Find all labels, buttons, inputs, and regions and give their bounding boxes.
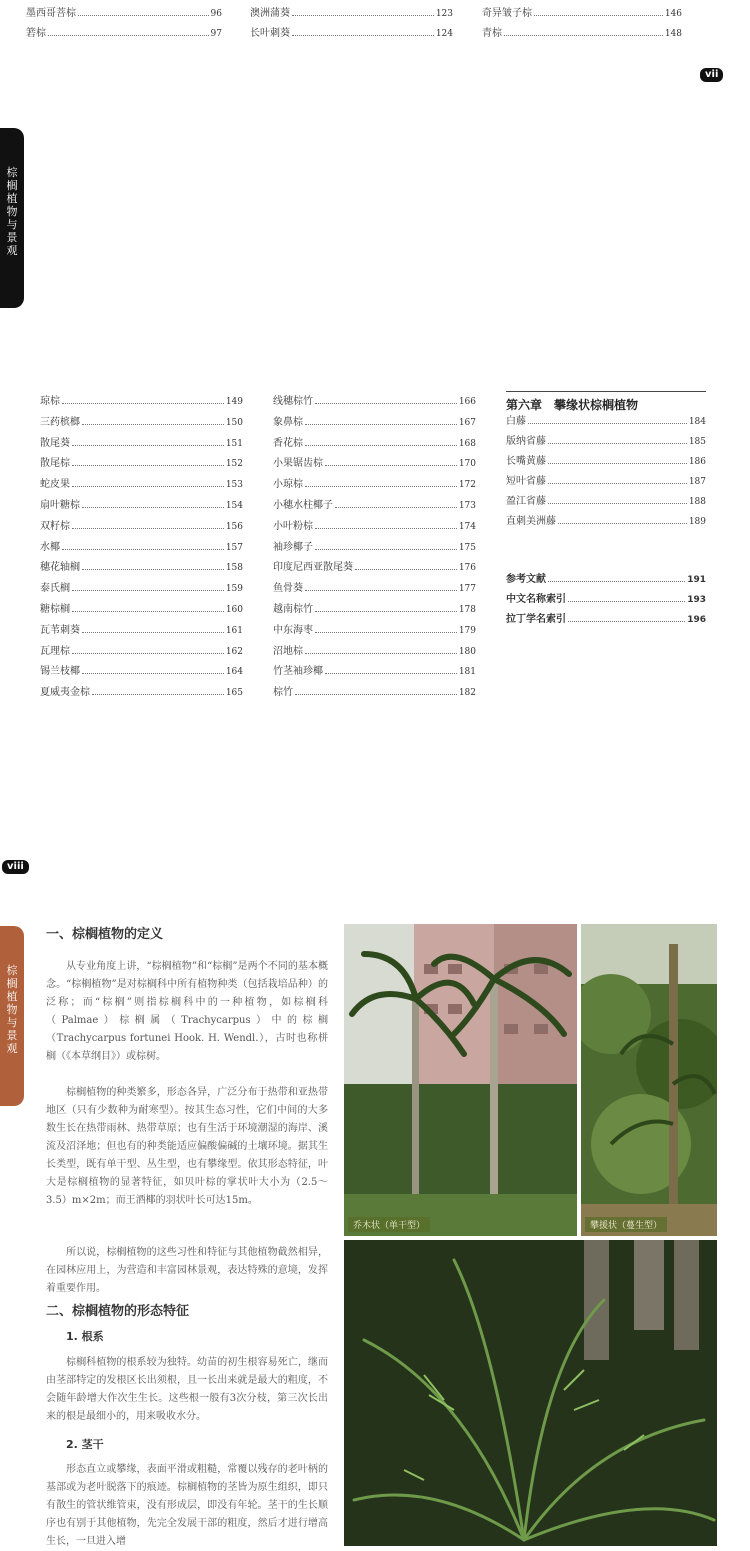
toc-entry-name: 竹茎袖珍椰 [273,666,323,678]
toc-entry-page: 152 [225,459,243,470]
toc-entry[interactable] [40,687,243,701]
toc-entry-name: 棕竹 [273,687,293,699]
photo-caption: 乔木状（单干型） [348,1217,430,1232]
dot-leader [315,402,457,404]
toc-entry[interactable] [40,666,243,680]
dot-leader [335,506,457,508]
toc-entry-name: 拉丁学名索引 [506,614,566,625]
toc-entry-page: 174 [458,521,476,532]
toc-entry[interactable] [40,521,243,535]
dot-leader [315,548,457,550]
toc-entry-name: 版纳省藤 [506,436,546,447]
toc-entry-name: 中东海枣 [273,624,313,636]
toc-entry-name: 长叶刺葵 [250,28,290,39]
toc-entry[interactable] [250,8,453,22]
dot-leader [92,693,224,695]
section-heading-2: 二、棕榈植物的形态特征 [46,1304,190,1319]
dot-leader [72,464,224,466]
toc-entry-page: 124 [435,29,453,39]
dot-leader [534,14,663,16]
toc-entry[interactable] [273,396,476,410]
climbing-palm-illustration [581,924,717,1236]
dot-leader [72,485,224,487]
paragraph-diversity: 棕榈植物的种类繁多，形态各异，广泛分布于热带和亚热带地区（只有少数种为耐寒型）。按其生态习性，它们中间的大多数生长在热带雨林、热带草原；也有生活于环境潮湿的海岸、溪流及沼泽地；但也有的种类能适应偏酸偏碱的土壤环境。据其生长类型，既有单干型、丛生型，也有攀缘型。依其形态特征，叶大是棕榈植物的显著特征，如贝叶棕的掌状叶大小为（2.5～3.5）m×2m；而王酒椰的羽状叶长可达15m。 [46,1087,328,1206]
side-tab-char: 物 [6,205,18,218]
toc-entry[interactable] [273,646,476,660]
toc-entry-page: 179 [458,625,476,636]
toc-entry-name: 香花棕 [273,437,303,449]
toc-entry[interactable] [40,646,243,660]
toc-entry-page: 185 [688,437,706,447]
dot-leader [48,34,209,36]
photo-royal-palm [344,924,577,1236]
toc-entry-page: 158 [225,563,243,574]
dot-leader [305,589,457,591]
toc-entry[interactable] [506,456,706,470]
toc-entry-page: 189 [688,517,706,527]
toc-entry-name: 糖棕榈 [40,604,70,615]
toc-entry-page: 182 [458,688,476,699]
chapter-rule [506,391,706,392]
dot-leader [548,442,687,444]
toc-entry-name: 散尾棕 [40,458,70,470]
toc-entry-page: 180 [458,646,476,657]
dot-leader [82,568,224,570]
toc-entry-name: 小果锯齿棕 [273,458,323,470]
toc-entry-name: 水椰 [40,541,60,553]
dot-leader [305,444,457,446]
toc-entry-name: 线穗棕竹 [273,396,313,407]
side-tab-char: 观 [6,244,18,257]
toc-entry-name: 小穗水柱椰子 [273,500,333,511]
dot-leader [78,14,209,16]
toc-entry[interactable] [273,625,476,639]
toc-entry-page: 96 [210,9,222,19]
toc-entry-page: 160 [225,605,243,615]
toc-entry-name: 直刺美洲藤 [506,516,556,527]
royal-palm-illustration [344,924,577,1236]
toc-entry[interactable] [273,562,476,576]
toc-entry-page: 150 [225,417,243,428]
toc-entry-name: 参考文献 [506,574,546,585]
dot-leader [548,462,687,464]
toc-entry-page: 166 [458,397,476,407]
toc-entry-name: 袖珍椰子 [273,541,313,553]
subheading-roots: 1. 根系 [66,1330,104,1343]
dot-leader [315,631,457,633]
paragraph-trunk: 形态直立或攀缘，表面平滑或粗糙，常覆以残存的老叶柄的基部或为老叶脱落下的痕迹。棕榈植物的茎皆为原生组织，即只有散生的管状维管束，没有形成层，即没有年轮。茎干的生长顺序也有别于其他植物，先完全发展干部的粗度，然后才进行增高生长，一旦进入增 [46,1464,328,1547]
toc-entry-name: 象鼻棕 [273,416,303,428]
dot-leader [548,502,687,504]
section-side-tab [0,926,24,1106]
toc-entry-name: 鱼骨葵 [273,583,303,595]
side-tab-char: 景 [6,231,18,244]
toc-entry-name: 蛇皮果 [40,479,70,491]
toc-entry[interactable] [273,583,476,597]
toc-entry-page: 146 [664,9,682,19]
toc-entry-name: 长嘴黄藤 [506,456,546,467]
toc-entry-page: 157 [225,542,243,553]
toc-entry-name: 扇叶糖棕 [40,500,80,511]
toc-entry[interactable] [273,542,476,556]
toc-entry[interactable] [506,574,706,588]
toc-entry[interactable] [40,396,243,410]
toc-entry-name: 盈江省藤 [506,496,546,507]
dot-leader [315,610,457,612]
dot-leader [72,652,224,654]
toc-entry-page: 97 [210,29,222,39]
toc-entry[interactable] [40,458,243,472]
toc-entry-page: 178 [458,605,476,615]
photo-climbing-palm [581,924,717,1236]
subheading-trunk: 2. 茎干 [66,1438,104,1451]
dot-leader [82,423,224,425]
toc-entry-page: 156 [225,521,243,532]
toc-entry-page: 153 [225,480,243,491]
toc-entry-name: 青棕 [482,28,502,39]
dot-leader [305,423,457,425]
toc-entry[interactable] [40,479,243,493]
toc-entry-name: 夏威夷金棕 [40,687,90,699]
dot-leader [325,672,457,674]
photo-fishtail-palm [344,1240,717,1546]
toc-entry[interactable] [482,8,682,22]
toc-entry-name: 瓦理棕 [40,645,70,657]
side-tab-char: 棕 [6,964,18,977]
toc-entry[interactable] [273,417,476,431]
dot-leader [62,402,224,404]
toc-entry-name: 奇异皱子棕 [482,8,532,19]
toc-entry-name: 双籽棕 [40,520,70,532]
toc-entry-name: 琼棕 [40,396,60,407]
dot-leader [72,589,224,591]
toc-entry[interactable] [40,438,243,452]
toc-entry-page: 177 [458,584,476,595]
toc-entry[interactable] [506,496,706,510]
page-number-viii: viii [2,860,29,874]
toc-entry-page: 162 [225,646,243,657]
dot-leader [305,652,457,654]
dot-leader [315,527,457,529]
dot-leader [82,672,224,674]
toc-entry[interactable] [506,436,706,450]
toc-entry[interactable] [506,614,706,628]
toc-entry-name: 瓦苇刺葵 [40,624,80,636]
dot-leader [82,631,224,633]
toc-entry-page: 193 [687,595,706,605]
toc-entry-page: 186 [688,457,706,467]
toc-entry[interactable] [273,438,476,452]
toc-entry-name: 穗花轴榈 [40,562,80,574]
side-tab-char: 植 [6,192,18,205]
toc-entry-page: 148 [664,29,682,39]
side-tab-char: 植 [6,990,18,1003]
toc-entry-name: 越南棕竹 [273,604,313,615]
toc-entry[interactable] [273,521,476,535]
paragraph-definition: 从专业角度上讲，“棕榈植物”和“棕榈”是两个不同的基本概念。“棕榈植物”是对棕榈科中所有植物种类（包括栽培品种）的泛称；而“棕榈”则指棕榈科中的一种植物，如棕榈科（Palmae）棕榈属（Trachycarpus）中的棕榈（Trachycarpus fortunei Hook. H. Wendl.），古时也称栟榈（《本草纲目》）或棕树。 [46,961,328,1062]
toc-entry-name: 印度尼西亚散尾葵 [273,562,353,574]
section-side-tab [0,128,24,308]
toc-entry[interactable] [273,500,476,514]
toc-entry-name: 锡兰枝椰 [40,666,80,678]
fishtail-palm-illustration [344,1240,717,1546]
toc-entry[interactable] [506,476,706,490]
toc-entry[interactable] [273,458,476,472]
toc-entry[interactable] [273,687,476,701]
toc-entry[interactable] [482,28,682,42]
toc-entry-page: 175 [458,542,476,553]
toc-entry[interactable] [26,8,222,22]
dot-leader [72,444,224,446]
dot-leader [558,522,687,524]
toc-entry[interactable] [506,516,706,530]
toc-entry-page: 172 [458,480,476,491]
page-number-vii: vii [700,68,723,82]
toc-entry[interactable] [26,28,222,42]
side-tab-char: 物 [6,1003,18,1016]
toc-entry-name: 短叶省藤 [506,476,546,487]
toc-entry-page: 123 [435,9,453,19]
toc-entry-page: 181 [458,667,476,678]
toc-entry[interactable] [40,417,243,431]
toc-entry-page: 167 [458,417,476,428]
photo-caption: 攀援状（蔓生型） [585,1217,667,1232]
dot-leader [292,34,434,36]
dot-leader [72,527,224,529]
toc-entry-page: 149 [225,397,243,407]
chapter-title[interactable]: 第六章 攀缘状棕榈植物 [506,398,639,412]
toc-entry[interactable] [40,542,243,556]
toc-entry-page: 191 [687,575,706,585]
paragraph-roots: 棕榈科植物的根系较为独特。幼苗的初生根容易死亡，继而由茎部特定的发根区长出须根，且一长出来就是最大的粗度，不会随年龄增大作次生生长。这些根一般有3次分枝，第三次长出来的根是最细小的，用来吸收水分。 [46,1357,328,1422]
toc-entry[interactable] [506,416,706,430]
toc-entry-page: 187 [688,477,706,487]
dot-leader [72,610,224,612]
toc-entry[interactable] [40,562,243,576]
side-tab-char: 与 [6,218,18,231]
toc-entry-page: 151 [225,438,243,449]
toc-entry-page: 168 [458,438,476,449]
dot-leader [82,506,224,508]
toc-entry[interactable] [40,604,243,618]
toc-entry[interactable] [250,28,453,42]
dot-leader [295,693,457,695]
toc-entry-name: 小叶粉棕 [273,520,313,532]
dot-leader [568,620,685,622]
toc-entry-name: 三药槟榔 [40,416,80,428]
toc-entry-name: 小琼棕 [273,479,303,491]
toc-entry-name: 澳洲蒲葵 [250,8,290,19]
toc-entry-name: 沼地棕 [273,645,303,657]
side-tab-char: 观 [6,1042,18,1055]
toc-entry-page: 165 [225,688,243,699]
dot-leader [548,580,685,582]
toc-entry-page: 159 [225,584,243,595]
dot-leader [568,600,685,602]
toc-entry[interactable] [273,666,476,680]
dot-leader [62,548,224,550]
toc-entry-page: 161 [225,625,243,636]
toc-entry-page: 164 [225,667,243,678]
toc-entry[interactable] [506,594,706,608]
toc-entry[interactable] [40,583,243,597]
toc-entry[interactable] [273,479,476,493]
dot-leader [548,482,687,484]
toc-entry-name: 中文名称索引 [506,594,566,605]
dot-leader [355,568,457,570]
side-tab-char: 榈 [6,977,18,990]
toc-entry-name: 白藤 [506,416,526,427]
toc-entry-page: 154 [225,501,243,511]
toc-entry-name: 箬棕 [26,28,46,39]
toc-entry-page: 176 [458,563,476,574]
side-tab-char: 棕 [6,166,18,179]
side-tab-char: 榈 [6,179,18,192]
toc-entry-page: 188 [688,497,706,507]
paragraph-conclusion: 所以说，棕榈植物的这些习性和特征与其他植物截然相异，在园林应用上，为营造和丰富园林景观，表达特殊的意境，发挥着重要作用。 [46,1247,328,1294]
toc-entry-name: 墨西哥菩棕 [26,8,76,19]
side-tab-char: 景 [6,1029,18,1042]
toc-entry[interactable] [40,625,243,639]
section-heading-1: 一、棕榈植物的定义 [46,927,164,942]
toc-entry[interactable] [40,500,243,514]
side-tab-char: 与 [6,1016,18,1029]
dot-leader [528,422,687,424]
dot-leader [325,464,457,466]
toc-entry[interactable] [273,604,476,618]
toc-entry-name: 散尾葵 [40,437,70,449]
toc-entry-page: 184 [688,417,706,427]
dot-leader [504,34,663,36]
toc-entry-page: 170 [458,459,476,470]
toc-entry-page: 196 [687,615,706,625]
toc-entry-name: 泰氏榈 [40,583,70,595]
toc-entry-page: 173 [458,501,476,511]
dot-leader [292,14,434,16]
dot-leader [305,485,457,487]
